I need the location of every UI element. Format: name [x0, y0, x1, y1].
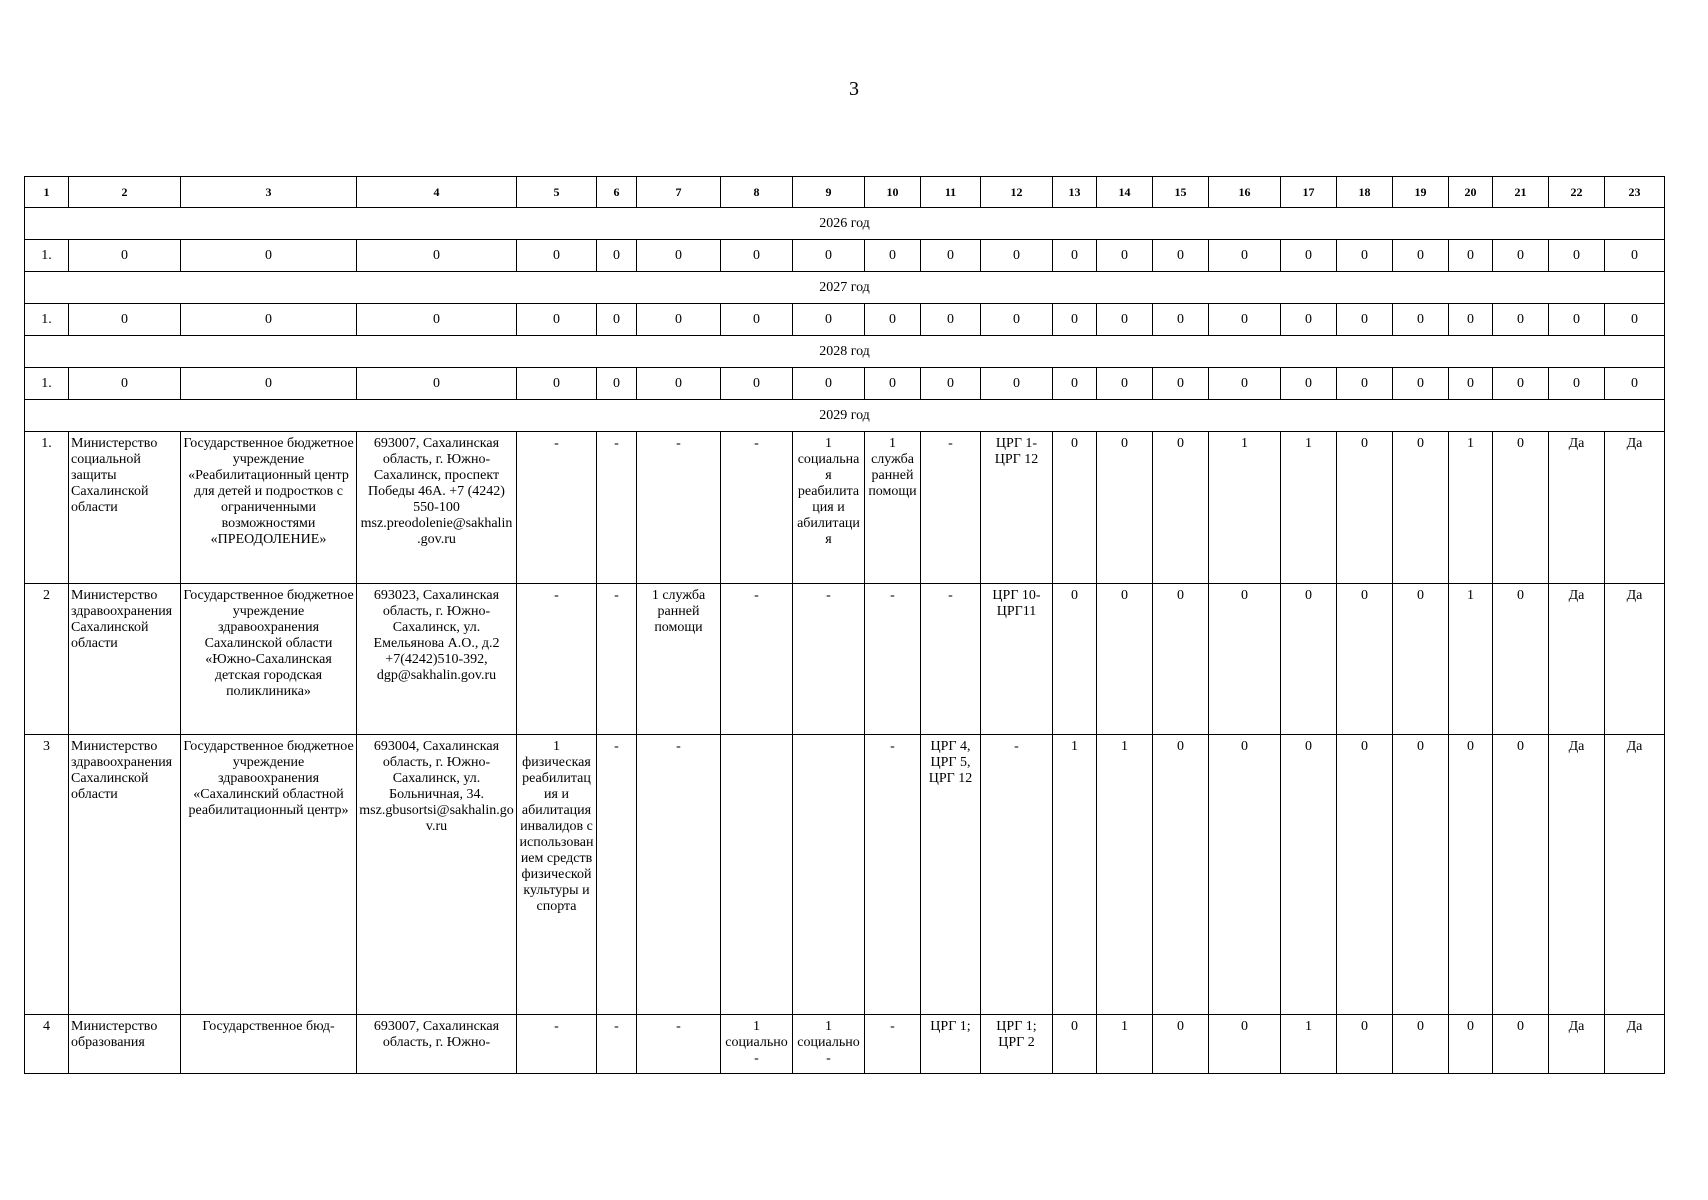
table-cell: 0 [1053, 1015, 1097, 1074]
table-cell: 0 [1549, 304, 1605, 336]
table-cell: 0 [1097, 304, 1153, 336]
table-cell: 0 [1605, 240, 1665, 272]
table-cell: 0 [637, 240, 721, 272]
table-cell: 1. [25, 432, 69, 584]
table-cell: 0 [1493, 1015, 1549, 1074]
table-cell: Государственное бюджетное учреждение здравоохранения «Сахалинский областной реабилитационный центр» [181, 735, 357, 1015]
header-cell: 18 [1337, 177, 1393, 208]
table-cell: 0 [981, 304, 1053, 336]
year-row [25, 272, 1665, 304]
year-cell: 2029 год [25, 400, 1665, 432]
table-cell: 1. [25, 240, 69, 272]
table-cell: 0 [357, 304, 517, 336]
table-cell: 4 [25, 1015, 69, 1074]
header-cell: 1 [25, 177, 69, 208]
table-cell: 0 [1549, 368, 1605, 400]
table-cell: 1 [1281, 1015, 1337, 1074]
table-cell: ЦРГ 1; [921, 1015, 981, 1074]
table-cell: - [865, 1015, 921, 1074]
table-cell: 0 [793, 304, 865, 336]
table-cell: 0 [793, 240, 865, 272]
table-cell: 0 [1393, 735, 1449, 1015]
header-cell: 16 [1209, 177, 1281, 208]
table-cell: Да [1605, 432, 1665, 584]
table-cell: 0 [721, 304, 793, 336]
table-cell: 0 [637, 304, 721, 336]
table-cell: 0 [1337, 735, 1393, 1015]
table-cell: 1 служба ранней помощи [865, 432, 921, 584]
table-cell: - [921, 584, 981, 735]
table-cell: - [597, 432, 637, 584]
table-cell [793, 735, 865, 1015]
table-cell: 0 [1493, 368, 1549, 400]
table-cell: - [921, 432, 981, 584]
table-cell: 0 [1209, 368, 1281, 400]
table-cell: 0 [1549, 240, 1605, 272]
table-cell: 0 [1449, 368, 1493, 400]
table-cell: 693007, Сахалинская область, г. Южно- [357, 1015, 517, 1074]
table-cell: 0 [1097, 240, 1153, 272]
table-cell: 0 [1493, 240, 1549, 272]
table-cell: 0 [1209, 1015, 1281, 1074]
header-cell: 10 [865, 177, 921, 208]
data-table [24, 176, 1665, 1074]
header-cell: 21 [1493, 177, 1549, 208]
table-cell: Государственное бюд- [181, 1015, 357, 1074]
table-cell: 0 [637, 368, 721, 400]
table-cell: 3 [25, 735, 69, 1015]
table-cell: Да [1549, 584, 1605, 735]
table-cell: 0 [1053, 304, 1097, 336]
page-number: 3 [849, 78, 859, 100]
table-cell: - [517, 432, 597, 584]
header-cell: 12 [981, 177, 1053, 208]
table-cell [721, 735, 793, 1015]
year-cell: 2027 год [25, 272, 1665, 304]
table-cell: 1 [1209, 432, 1281, 584]
header-cell: 23 [1605, 177, 1665, 208]
header-cell: 8 [721, 177, 793, 208]
table-cell: 0 [1053, 368, 1097, 400]
header-cell: 17 [1281, 177, 1337, 208]
table-cell: 1 [1449, 584, 1493, 735]
table-cell: 0 [1209, 240, 1281, 272]
table-cell: 0 [1493, 584, 1549, 735]
table-cell: 0 [1281, 368, 1337, 400]
table-cell: 0 [1393, 368, 1449, 400]
table-cell: 0 [517, 304, 597, 336]
header-cell: 19 [1393, 177, 1449, 208]
table-cell: 0 [1153, 432, 1209, 584]
table-cell: 1 социальная реабилитация и абилитация [793, 432, 865, 584]
table-cell: 1 [1053, 735, 1097, 1015]
table-cell: 0 [1097, 432, 1153, 584]
table-cell: 0 [1393, 1015, 1449, 1074]
table-cell: 0 [1393, 584, 1449, 735]
table-cell: 0 [1337, 240, 1393, 272]
table-cell: - [637, 432, 721, 584]
table-cell: 0 [597, 240, 637, 272]
table-cell: 0 [1337, 368, 1393, 400]
table-cell: 0 [721, 240, 793, 272]
table-cell: - [981, 735, 1053, 1015]
table-cell: 0 [1209, 735, 1281, 1015]
table-cell: 0 [357, 240, 517, 272]
table-cell: Да [1605, 1015, 1665, 1074]
table-cell: Министерство образования [69, 1015, 181, 1074]
table-cell: 0 [981, 368, 1053, 400]
table-cell: 0 [181, 368, 357, 400]
header-cell: 9 [793, 177, 865, 208]
table-cell: 0 [1337, 584, 1393, 735]
table-cell: Министерство здравоохранения Сахалинской области [69, 735, 181, 1015]
table-cell: Государственное бюджетное учреждение здравоохранения Сахалинской области «Южно-Сахалинская детская городская поликлиника» [181, 584, 357, 735]
table-cell: 0 [1493, 432, 1549, 584]
table-cell: 1 социально- [793, 1015, 865, 1074]
table-cell: 1. [25, 304, 69, 336]
table-cell: 0 [1153, 304, 1209, 336]
table-cell: ЦРГ 1- ЦРГ 12 [981, 432, 1053, 584]
table-cell: 0 [597, 368, 637, 400]
table-cell: ЦРГ 4, ЦРГ 5, ЦРГ 12 [921, 735, 981, 1015]
table-cell: 693004, Сахалинская область, г. Южно-Сахалинск, ул. Больничная, 34. msz.gbusortsi@sakhalin.gov.ru [357, 735, 517, 1015]
table-cell: - [597, 1015, 637, 1074]
table-cell: 0 [1053, 584, 1097, 735]
table-cell: - [721, 584, 793, 735]
table-cell: 1 социально- [721, 1015, 793, 1074]
table-cell: 0 [865, 368, 921, 400]
table-row [25, 584, 1665, 735]
table-cell: 0 [69, 240, 181, 272]
year-row [25, 208, 1665, 240]
table-cell: 0 [1209, 304, 1281, 336]
table-cell: Министерство здравоохранения Сахалинской области [69, 584, 181, 735]
table-cell: 0 [1605, 304, 1665, 336]
table-cell: 0 [1053, 240, 1097, 272]
table-cell: 693007, Сахалинская область, г. Южно-Сахалинск, проспект Победы 46А. +7 (4242) 550-100 msz.preodolenie@sakhalin.gov.ru [357, 432, 517, 584]
year-cell: 2028 год [25, 336, 1665, 368]
table-cell: 0 [1209, 584, 1281, 735]
year-row [25, 400, 1665, 432]
table-cell: - [865, 584, 921, 735]
table-cell: 0 [865, 240, 921, 272]
header-cell: 14 [1097, 177, 1153, 208]
table-cell: Да [1605, 584, 1665, 735]
table-cell: 0 [1153, 240, 1209, 272]
table-cell: 0 [865, 304, 921, 336]
table-cell: 1 [1449, 432, 1493, 584]
year-row [25, 336, 1665, 368]
table-row [25, 240, 1665, 272]
year-cell: 2026 год [25, 208, 1665, 240]
table-cell: 0 [181, 240, 357, 272]
table-cell: 693023, Сахалинская область, г. Южно-Сахалинск, ул. Емельянова А.О., д.2 +7(4242)510-392, dgp@sakhalin.gov.ru [357, 584, 517, 735]
table-cell: 0 [793, 368, 865, 400]
table-cell: 0 [921, 368, 981, 400]
table-row [25, 304, 1665, 336]
table-cell: 0 [1393, 432, 1449, 584]
table-cell: - [517, 584, 597, 735]
header-cell: 20 [1449, 177, 1493, 208]
table-row [25, 368, 1665, 400]
table-cell: 0 [1281, 584, 1337, 735]
header-cell: 11 [921, 177, 981, 208]
table-cell: 0 [1153, 584, 1209, 735]
table-cell: 0 [1449, 304, 1493, 336]
table-cell: 0 [1449, 240, 1493, 272]
header-cell: 7 [637, 177, 721, 208]
table-cell: 1 [1281, 432, 1337, 584]
table-cell: 0 [921, 240, 981, 272]
table-cell: 0 [1493, 304, 1549, 336]
table-cell: 0 [1281, 240, 1337, 272]
table-cell: Министерство социальной защиты Сахалинской области [69, 432, 181, 584]
table-cell: - [597, 735, 637, 1015]
table-cell: 0 [921, 304, 981, 336]
table-cell: 1. [25, 368, 69, 400]
table-cell: 0 [1053, 432, 1097, 584]
table-cell: 0 [1393, 240, 1449, 272]
table-cell: - [597, 584, 637, 735]
header-cell: 5 [517, 177, 597, 208]
table-row [25, 1015, 1665, 1074]
table-cell: 0 [1153, 1015, 1209, 1074]
table-cell: 0 [1281, 735, 1337, 1015]
table-cell: ЦРГ 10- ЦРГ11 [981, 584, 1053, 735]
table-cell: - [721, 432, 793, 584]
table-cell: 0 [1337, 1015, 1393, 1074]
table-cell: 1 [1097, 1015, 1153, 1074]
header-cell: 13 [1053, 177, 1097, 208]
table-cell: 0 [981, 240, 1053, 272]
table-cell: 0 [1153, 368, 1209, 400]
table-cell: 0 [69, 368, 181, 400]
table-cell: 0 [1153, 735, 1209, 1015]
table-cell: 0 [1337, 304, 1393, 336]
table-cell: 0 [517, 368, 597, 400]
table-cell: 0 [721, 368, 793, 400]
table-cell: 0 [1097, 584, 1153, 735]
table-cell: Государственное бюджетное учреждение «Реабилитационный центр для детей и подростков с ограниченными возможностями «ПРЕОДОЛЕНИЕ» [181, 432, 357, 584]
table-cell: 0 [1393, 304, 1449, 336]
table-cell: - [793, 584, 865, 735]
header-row [25, 177, 1665, 208]
table-cell: Да [1549, 1015, 1605, 1074]
table-cell: - [637, 735, 721, 1015]
table-cell: 0 [1493, 735, 1549, 1015]
table-cell: Да [1605, 735, 1665, 1015]
table-cell: 0 [597, 304, 637, 336]
header-cell: 2 [69, 177, 181, 208]
table-cell: 0 [517, 240, 597, 272]
header-cell: 22 [1549, 177, 1605, 208]
table-cell: 0 [1281, 304, 1337, 336]
table-cell: Да [1549, 432, 1605, 584]
table-cell: ЦРГ 1; ЦРГ 2 [981, 1015, 1053, 1074]
table-cell: 0 [1449, 735, 1493, 1015]
table-cell: 0 [1337, 432, 1393, 584]
header-cell: 15 [1153, 177, 1209, 208]
table-cell: Да [1549, 735, 1605, 1015]
table-cell: 0 [181, 304, 357, 336]
table-cell: 2 [25, 584, 69, 735]
table-row [25, 432, 1665, 584]
table-cell: 0 [1449, 1015, 1493, 1074]
table-cell: 0 [69, 304, 181, 336]
table-cell: - [637, 1015, 721, 1074]
table-cell: 1 физическая реабилитация и абилитация инвалидов с использованием средств физической культуры и спорта [517, 735, 597, 1015]
table-cell: 0 [1605, 368, 1665, 400]
header-cell: 4 [357, 177, 517, 208]
table-cell: - [865, 735, 921, 1015]
table-cell: - [517, 1015, 597, 1074]
table-cell: 1 [1097, 735, 1153, 1015]
table-row [25, 735, 1665, 1015]
header-cell: 6 [597, 177, 637, 208]
header-cell: 3 [181, 177, 357, 208]
table-cell: 1 служба ранней помощи [637, 584, 721, 735]
table-cell: 0 [1097, 368, 1153, 400]
table-cell: 0 [357, 368, 517, 400]
